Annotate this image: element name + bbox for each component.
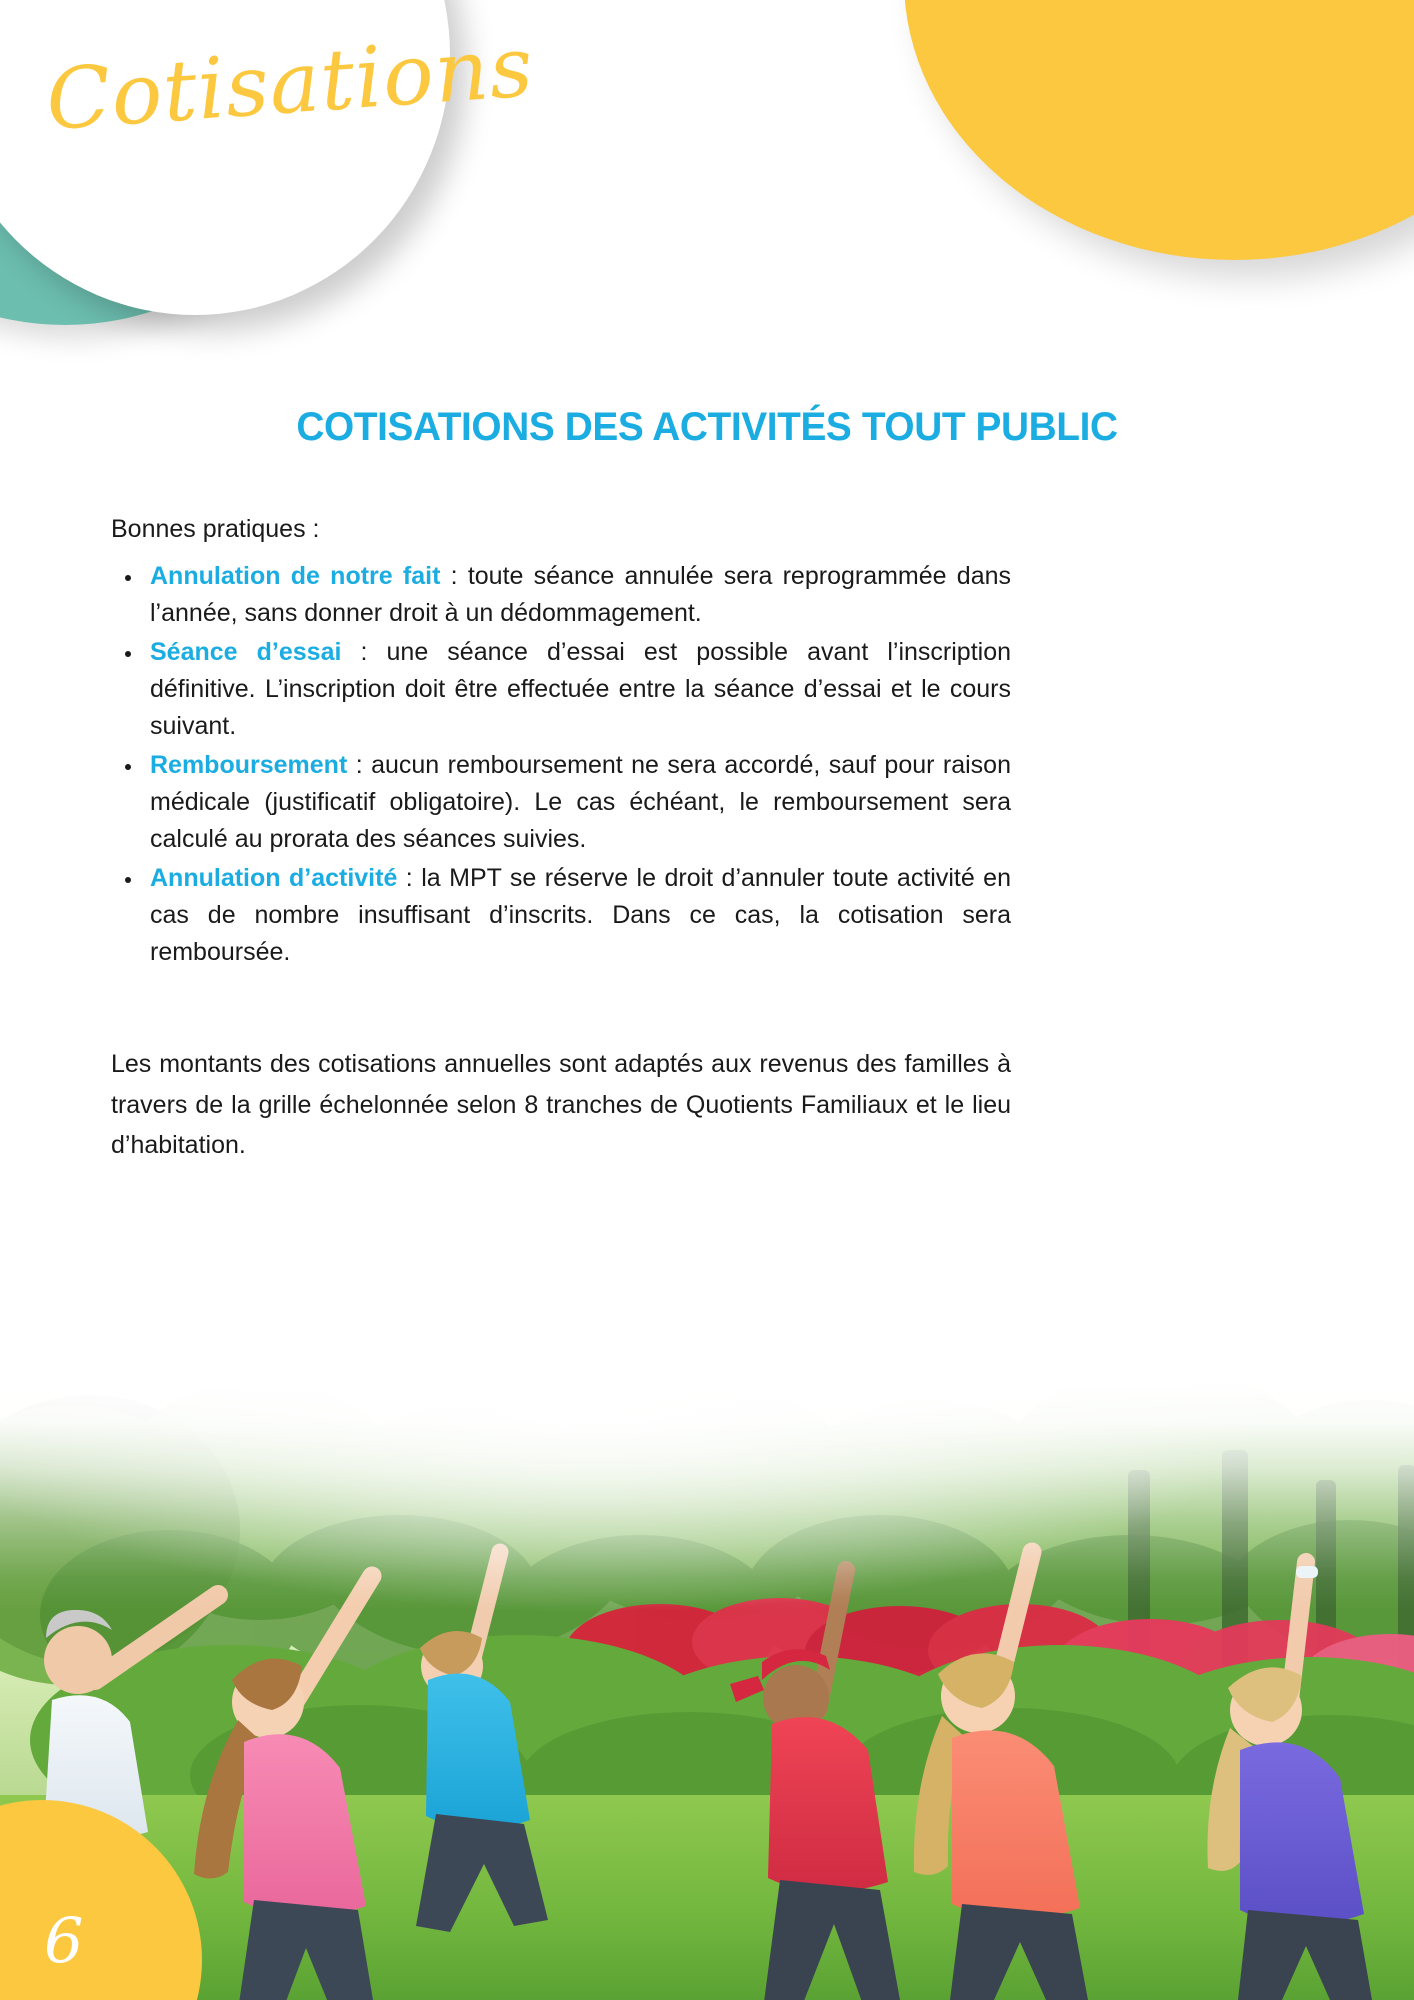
body-content bbox=[111, 512, 1011, 973]
list-item bbox=[111, 860, 1011, 971]
photo-illustration bbox=[0, 1380, 1414, 2000]
outdoor-yoga-photo bbox=[0, 1380, 1414, 2000]
bullet-text: : la MPT se réserve le droit d’annuler toute activité en cas de nombre insuffisant d’inscrits. Dans ce cas, la cotisation sera remboursée. bbox=[150, 863, 1011, 966]
list-item bbox=[111, 747, 1011, 858]
page-number: 6 bbox=[44, 1904, 84, 1977]
bullet-lead-label: Remboursement bbox=[150, 750, 348, 779]
page-title: COTISATIONS DES ACTIVITÉS TOUT PUBLIC bbox=[296, 404, 1118, 449]
bullet-lead-label: Annulation d’activité bbox=[150, 863, 398, 892]
closing-paragraph: Les montants des cotisations annuelles sont adaptés aux revenus des familles à travers de la grille échelonnée selon 8 tranches de Quotients Familiaux et le lieu d’habitation. bbox=[111, 1050, 1011, 1159]
bullet-lead-label: Annulation de notre fait bbox=[150, 561, 441, 590]
list-item bbox=[111, 558, 1011, 632]
closing-paragraph-block bbox=[111, 1044, 1011, 1166]
brand-script-label: Cotisations bbox=[43, 17, 537, 150]
intro-line: Bonnes pratiques : bbox=[111, 515, 320, 543]
bullet-text: : une séance d’essai est possible avant l’inscription définitive. L’inscription doit être effectuée entre la séance d’essai et le cours suivant. bbox=[150, 637, 1011, 740]
bullet-text: : aucun remboursement ne sera accordé, sauf pour raison médicale (justificatif obligatoire). Le cas échéant, le remboursement sera calculé au prorata des séances suivies. bbox=[150, 750, 1011, 853]
good-practices-list bbox=[111, 558, 1011, 971]
bullet-text: : toute séance annulée sera reprogrammée dans l’année, sans donner droit à un dédommagement. bbox=[150, 561, 1012, 627]
yellow-circle-decoration bbox=[904, 0, 1414, 260]
list-item bbox=[111, 634, 1011, 745]
bullet-lead-label: Séance d’essai bbox=[150, 637, 342, 666]
